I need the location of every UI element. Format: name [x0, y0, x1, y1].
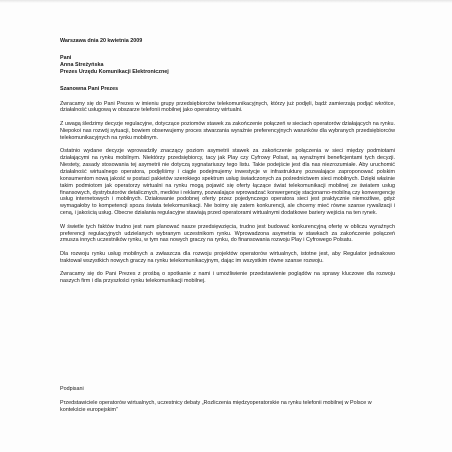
letter-body: [60, 38, 395, 291]
recipient-address: [60, 55, 395, 76]
paragraph-1: Zwracamy się do Pani Prezes w imieniu grupy przedsiębiorców telekomunikacyjnych, którzy już podjęli, bądź zamierzają podjąć wkrótce, działalność usługową w obszarze telefonii mobilnej jako operatorzy wirtualni.: [60, 100, 395, 114]
paragraph-4: W świetle tych faktów trudno jest nam planować nasze przedsięwzięcia, trudno jest budować konkurencyjną ofertę w obliczu wyraźnych preferencji regulacyjnych udzielanych wybranym uczestnikom rynku. Wprowadzona asymetria w stawkach za zakończenie połączeń zmusza innych uczestników rynku, w tym nas nowych graczy na rynku, do finansowania rozwoju Play i Cyfrowego Polsatu.: [60, 223, 395, 244]
letter-date: Warszawa dnia 20 kwietnia 2009: [60, 38, 143, 44]
signature-text: Przedstawiciele operatorów wirtualnych, uczestnicy debaty „Rozliczenia międzyoperatorskie na rynku telefonii mobilnej w Polsce w kontekście europejskim”: [60, 399, 372, 413]
paragraph-5: Dla rozwoju rynku usług mobilnych a zwłaszcza dla rozwoju projektów operatorów wirtualnych, istotne jest, aby Regulator jednakowo traktował wszystkich nowych graczy na rynku telekomunikacyjnym, dając im wszystkim równe szanse rozwoju.: [60, 250, 395, 264]
paragraph-3: Ostatnio wydane decyzje wprowadziły znaczący poziom asymetrii stawek za zakończenie połączenia w sieci między podmiotami działającymi na rynku mobilnym. Niektórzy przedsiębiorcy, tacy jak Play czy Cyfrowy Polsat, są wyraźnymi beneficjentami tych decyzji. Niestety, zasady stosowania tej asymetrii nie dotyczą sygnatariuszy tego listu. Takie podejście jest dla nas niezrozumiałe. Aby uruchomić działalność wirtualnego operatora, podjęliśmy i ciągle podejmujemy inwestycje w infrastrukturę pozwalające zaproponować polskim konsumentom nową jakość w postaci pakietów szerokiego spektrum usług świadczonych za pośrednictwem sieci mobilnych. Dzięki właśnie takim podmiotom jak operatorzy wirtualni na rynku mogą pojawić się oferty łączące świat telekomunikacji mobilnej ze światem usług finansowych, dystrybutorów detalicznych, mediów i reklamy, pozwalające wprowadzać konwergencję stacjonarno-mobilną czy konwergencję usług internetowych i mobilnych. Działowanie podobnej oferty przez pojedynczego operatora sieci jest praktycznie niemożliwe, gdyż wymagałoby to kompetencji spoza świata telekomunikacji. Nie boimy się zatem konkurencji, ale chcemy mieć równe szanse rywalizacji i ceną, i jakością usług. Obecne działania regulacyjne stawiają przed operatorami wirtualnymi dodatkowe bariery wejścia na ten rynek.: [60, 148, 395, 217]
paragraph-2: Z uwagą śledzimy decyzje regulacyjne, dotyczące poziomów stawek za zakończenie połączeń w sieciach operatorów działających na rynku. Niepokoi nas rozwój sytuacji, bowiem obserwujemy proces stwarzania wyraźnie preferencyjnych warunków dla wybranych przedsiębiorców telekomunikacyjnych na rynku mobilnym.: [60, 120, 395, 141]
paragraph-6: Zwracamy się do Pani Prezes z prośbą o spotkanie z nami i umożliwienie przedstawienie poglądów na sprawy kluczowe dla rozwoju naszych firm i dla przyszłości rynku telekomunikacji mobilnej.: [60, 271, 395, 285]
salutation: Szanowna Pani Prezes: [60, 85, 119, 92]
recipient-line-1: Pani: [60, 54, 72, 61]
signature-block: [60, 386, 395, 414]
signature-label: Podpisani: [60, 386, 84, 392]
recipient-name: Anna Streżyńska: [60, 61, 104, 68]
scan-edge: [0, 0, 452, 3]
recipient-title: Prezes Urzędu Komunikacji Elektronicznej: [60, 68, 169, 75]
